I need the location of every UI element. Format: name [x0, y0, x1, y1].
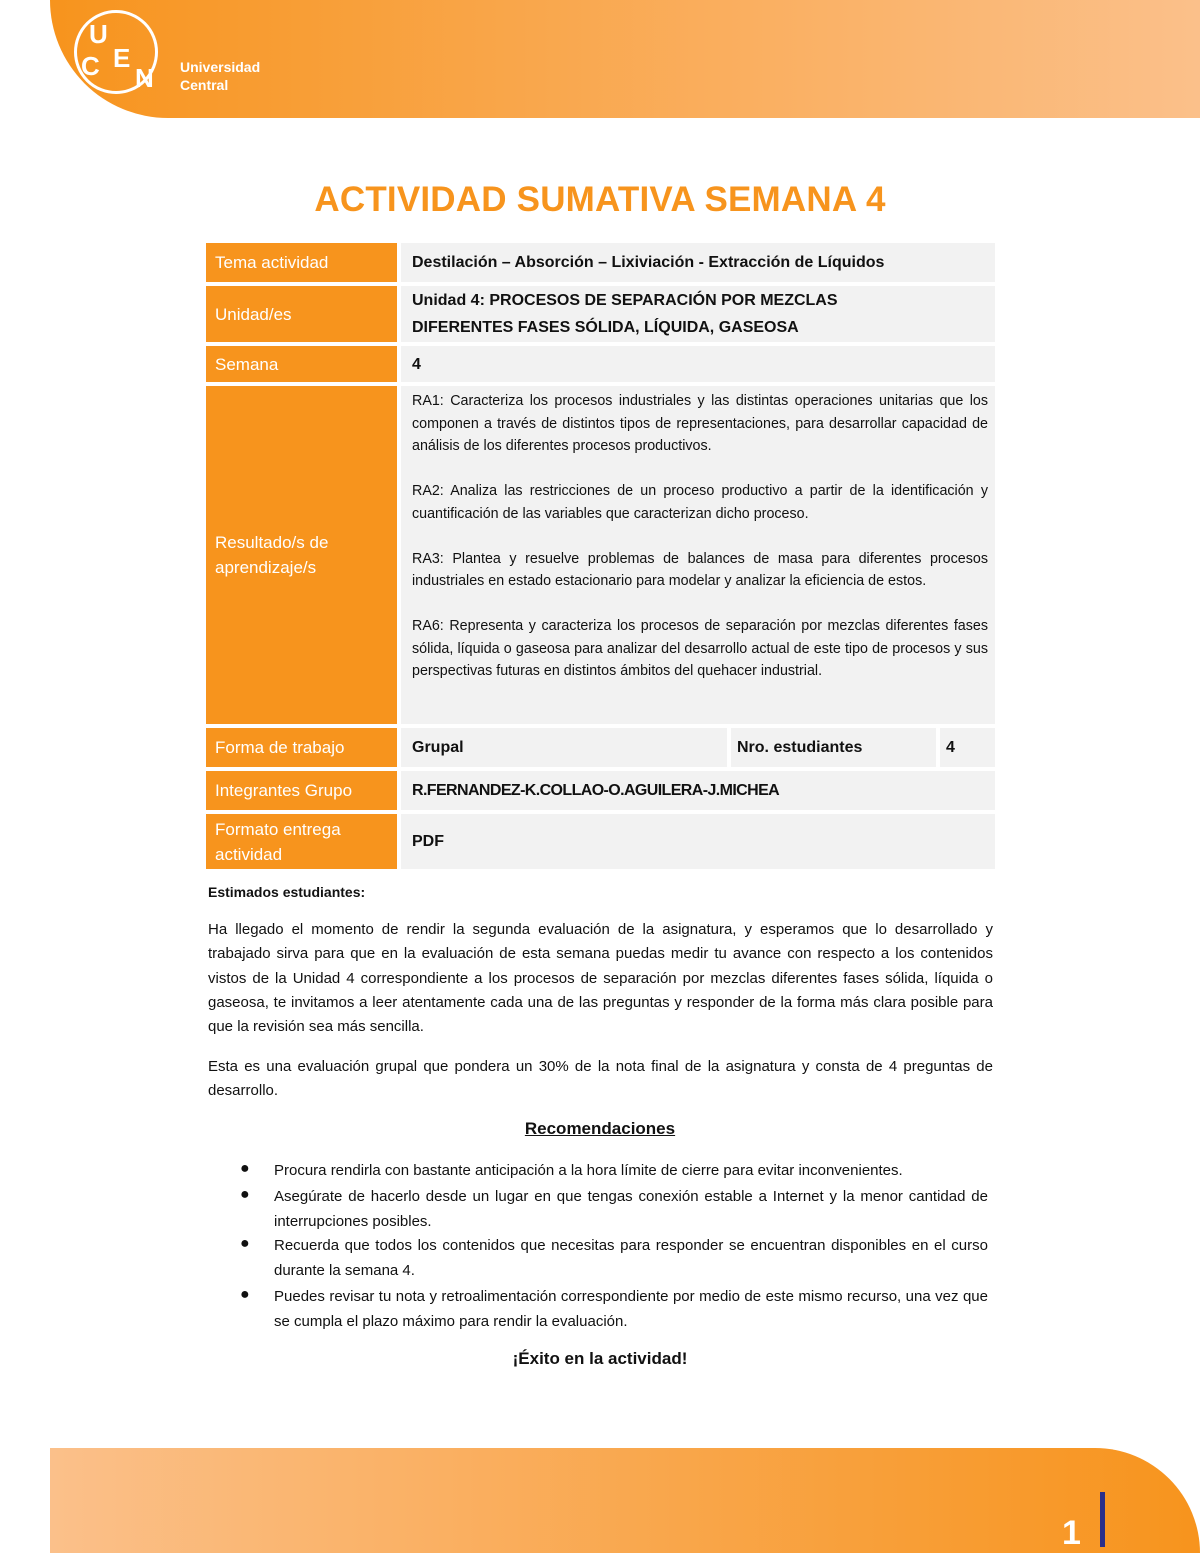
- logo-text-line1: Universidad: [180, 59, 261, 75]
- unidad-value: [401, 286, 995, 342]
- bullet-icon: ●: [240, 1160, 250, 1177]
- formato-label-line2: actividad: [215, 844, 283, 864]
- resultados-label-line2: aprendizaje/s: [215, 558, 317, 577]
- closing-message: ¡Éxito en la actividad!: [512, 1349, 688, 1368]
- page-number: 1: [1062, 1514, 1081, 1552]
- page-number-bar: [1100, 1492, 1105, 1547]
- evaluation-paragraph: Esta es una evaluación grupal que pondera un 30% de la nota final de la asignatura y consta de 4 preguntas de desarrollo.: [208, 1058, 993, 1100]
- bullet-icon: ●: [240, 1186, 250, 1203]
- nro-estudiantes-label: Nro. estudiantes: [731, 728, 936, 767]
- document-title: ACTIVIDAD SUMATIVA SEMANA 4: [314, 180, 886, 219]
- row-tema: [206, 243, 995, 282]
- unidad-value-line2: DIFERENTES FASES SÓLIDA, LÍQUIDA, GASEOSA: [412, 319, 799, 336]
- resultados-label: [206, 386, 397, 724]
- forma-value: Grupal: [401, 728, 727, 767]
- forma-label: Forma de trabajo: [206, 728, 397, 767]
- semana-label: Semana: [206, 346, 397, 382]
- recommendation-item: Puedes revisar tu nota y retroalimentación correspondiente por medio de este mismo recurso, una vez que se cumpla el plazo máximo para rendir la evaluación.: [274, 1288, 988, 1330]
- tema-label: Tema actividad: [206, 243, 397, 282]
- logo-letter-u: U: [89, 19, 108, 49]
- semana-value: 4: [401, 346, 995, 382]
- logo-letter-n: N: [135, 63, 154, 93]
- footer-band: [50, 1448, 1200, 1553]
- formato-label-line1: Formato entrega: [215, 819, 341, 839]
- university-logo: [74, 10, 158, 94]
- bullet-icon: ●: [240, 1286, 250, 1303]
- recommendations-heading: Recomendaciones: [524, 1119, 676, 1138]
- recommendation-item: Asegúrate de hacerlo desde un lugar en que tengas conexión estable a Internet y la menor cantidad de interrupciones posibles.: [274, 1188, 988, 1230]
- resultados-label-line1: Resultado/s de: [215, 533, 329, 552]
- formato-label: [206, 814, 397, 869]
- bullet-icon: ●: [240, 1235, 250, 1252]
- ra1-text: RA1: Caracteriza los procesos industriales y las distintas operaciones unitarias que los componen a través de distintos tipos de representaciones, para desarrollar capacidad de análisis de los diferentes procesos productivos.: [412, 393, 988, 455]
- integrantes-value: R.FERNANDEZ-K.COLLAO-O.AGUILERA-J.MICHEA: [401, 771, 995, 810]
- nro-estudiantes-value: 4: [940, 728, 995, 767]
- logo-letter-c: C: [81, 51, 100, 81]
- logo-text-line2: Central: [180, 77, 229, 93]
- tema-value: Destilación – Absorción – Lixiviación - Extracción de Líquidos: [401, 243, 995, 282]
- row-forma-trabajo: [206, 728, 995, 767]
- greeting: Estimados estudiantes:: [208, 884, 366, 900]
- formato-value: PDF: [401, 814, 995, 869]
- unidad-value-line1: Unidad 4: PROCESOS DE SEPARACIÓN POR MEZCLAS: [412, 292, 838, 309]
- logo-letter-e: E: [113, 43, 131, 73]
- row-resultados: [206, 386, 995, 724]
- intro-paragraph: Ha llegado el momento de rendir la segunda evaluación de la asignatura, y esperamos que lo desarrollado y trabajado sirva para que en la evaluación de esta semana puedas medir tu avance con respecto a los contenidos vistos de la Unidad 4 correspondiente a los procesos de separación por mezclas diferentes fases sólida, líquida o gaseosa, te invitamos a leer atentamente cada una de las preguntas y responder de la forma más clara posible para que la revisión sea más sencilla.: [208, 921, 993, 1036]
- unidad-label: Unidad/es: [206, 286, 397, 342]
- row-formato: [206, 814, 995, 869]
- ra3-text: RA3: Plantea y resuelve problemas de balances de masa para diferentes procesos industriales en estado estacionario para modelar y analizar la eficiencia de estos.: [412, 550, 988, 590]
- row-semana: [206, 346, 995, 382]
- recommendation-item: Recuerda que todos los contenidos que necesitas para responder se encuentran disponibles en el curso durante la semana 4.: [274, 1237, 988, 1279]
- ra2-text: RA2: Analiza las restricciones de un proceso productivo a partir de la identificación y cuantificación de las variables que caracterizan dicho proceso.: [412, 483, 988, 522]
- integrantes-label: Integrantes Grupo: [206, 771, 397, 810]
- logo-text: [180, 58, 260, 94]
- row-unidad: [206, 286, 995, 342]
- row-integrantes: [206, 771, 995, 810]
- learning-outcomes: [401, 386, 995, 724]
- ra6-text: RA6: Representa y caracteriza los procesos de separación por mezclas diferentes fases sólida, líquida o gaseosa para analizar del desarrollo actual de este tipo de procesos y sus perspectivas futuras en distintos ámbitos del quehacer industrial.: [412, 617, 988, 680]
- recommendation-item: Procura rendirla con bastante anticipación a la hora límite de cierre para evitar inconvenientes.: [274, 1162, 903, 1179]
